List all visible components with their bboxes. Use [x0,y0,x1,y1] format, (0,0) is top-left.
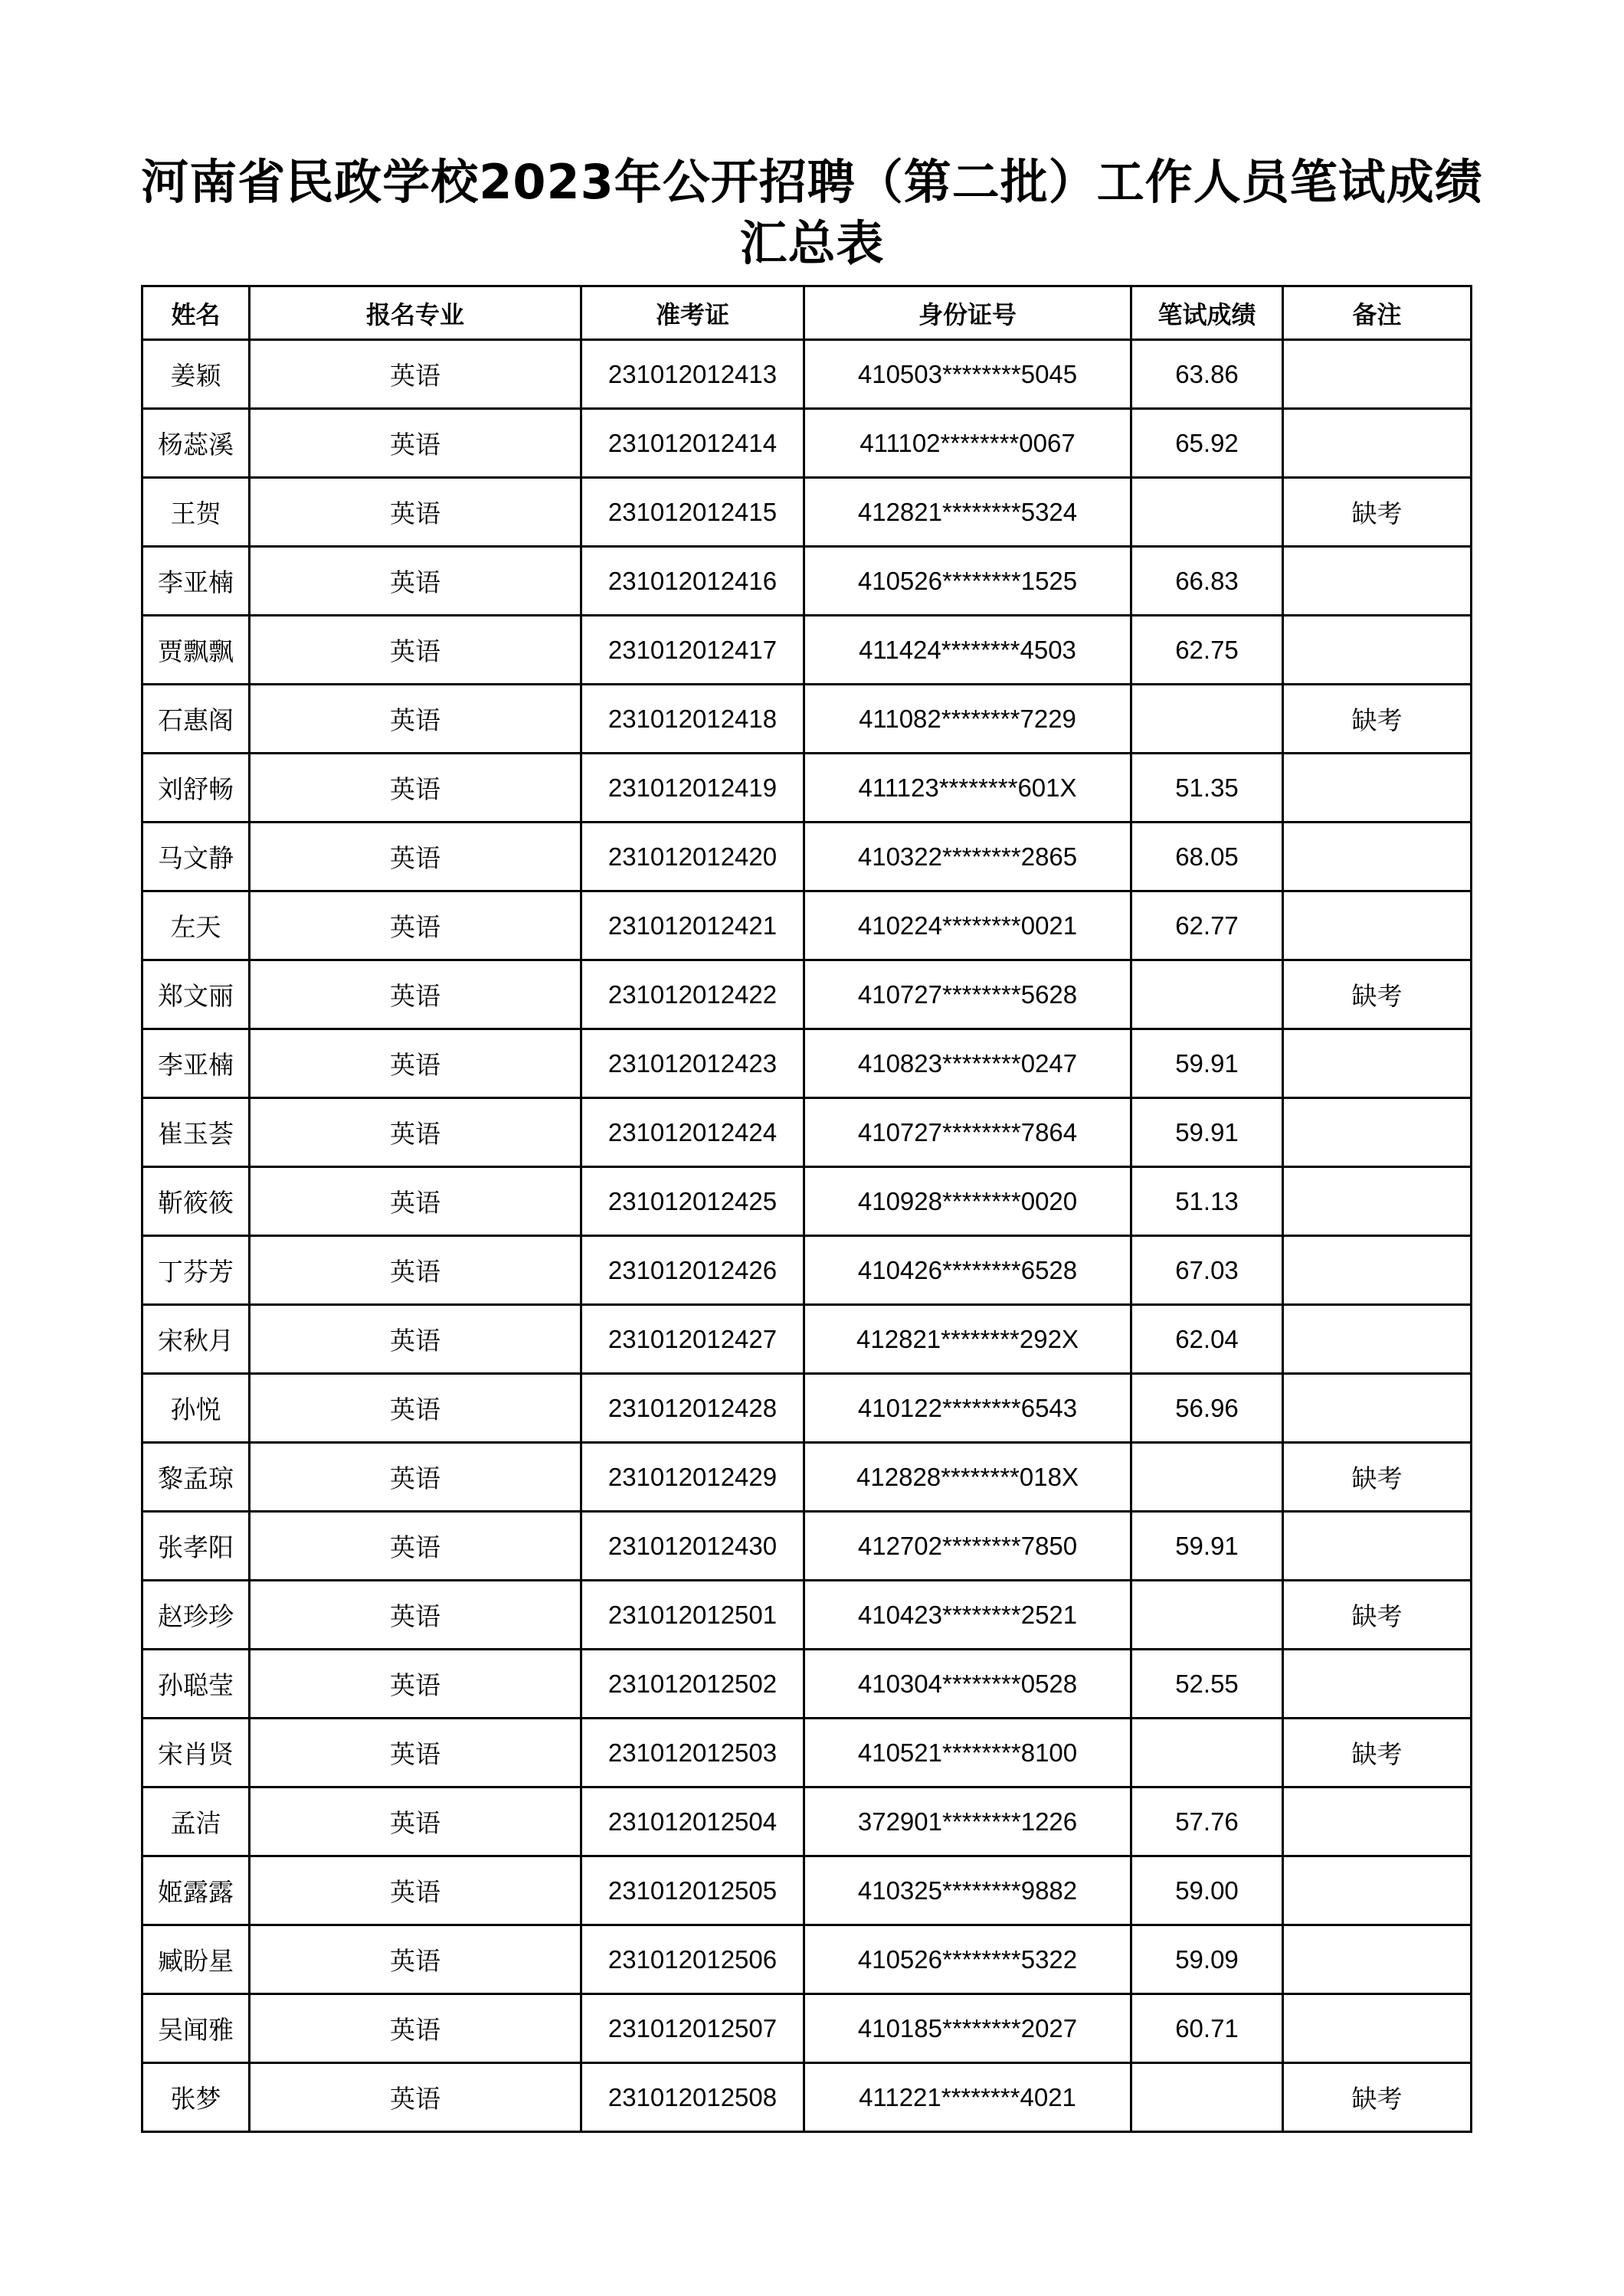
cell-id-number: 410122********6543 [804,1374,1131,1443]
cell-id-number: 410928********0020 [804,1167,1131,1236]
table-body [142,340,1472,2132]
cell-id-number: 412821********5324 [804,478,1131,547]
table-row [142,823,1472,891]
cell-id-number: 412828********018X [804,1443,1131,1512]
table-row [142,409,1472,478]
cell-major: 英语 [250,1994,581,2063]
cell-ticket: 231012012413 [581,340,804,409]
cell-major: 英语 [250,1305,581,1374]
cell-name: 孟洁 [142,1787,250,1856]
cell-score: 52.55 [1131,1650,1283,1719]
cell-major: 英语 [250,1443,581,1512]
cell-score: 59.91 [1131,1029,1283,1098]
cell-remark: 缺考 [1283,1581,1472,1650]
cell-score [1131,1581,1283,1650]
cell-ticket: 231012012420 [581,823,804,891]
cell-id-number: 410322********2865 [804,823,1131,891]
cell-score [1131,960,1283,1029]
cell-ticket: 231012012503 [581,1719,804,1787]
cell-name: 李亚楠 [142,547,250,616]
cell-name: 张孝阳 [142,1512,250,1581]
document-title-line2: 汇总表 [739,215,885,271]
cell-major: 英语 [250,409,581,478]
cell-id-number: 411102********0067 [804,409,1131,478]
cell-remark [1283,1374,1472,1443]
cell-remark [1283,1925,1472,1994]
cell-score [1131,1443,1283,1512]
cell-remark: 缺考 [1283,1443,1472,1512]
cell-ticket: 231012012428 [581,1374,804,1443]
cell-ticket: 231012012430 [581,1512,804,1581]
cell-remark [1283,1994,1472,2063]
table-row [142,340,1472,409]
cell-ticket: 231012012415 [581,478,804,547]
cell-score [1131,478,1283,547]
cell-remark [1283,823,1472,891]
cell-ticket: 231012012414 [581,409,804,478]
cell-major: 英语 [250,1719,581,1787]
table-row [142,960,1472,1029]
score-table [141,285,1472,2133]
cell-name: 左天 [142,891,250,960]
cell-score: 68.05 [1131,823,1283,891]
cell-remark [1283,1856,1472,1925]
cell-name: 丁芬芳 [142,1236,250,1305]
cell-name: 王贺 [142,478,250,547]
cell-major: 英语 [250,340,581,409]
cell-score: 57.76 [1131,1787,1283,1856]
cell-major: 英语 [250,1650,581,1719]
cell-remark [1283,1236,1472,1305]
cell-score: 51.35 [1131,754,1283,823]
cell-id-number: 412821********292X [804,1305,1131,1374]
table-row [142,1167,1472,1236]
cell-major: 英语 [250,891,581,960]
cell-major: 英语 [250,1581,581,1650]
cell-remark: 缺考 [1283,960,1472,1029]
cell-id-number: 410185********2027 [804,1994,1131,2063]
cell-name: 崔玉荟 [142,1098,250,1167]
cell-id-number: 410224********0021 [804,891,1131,960]
cell-major: 英语 [250,547,581,616]
table-row [142,1787,1472,1856]
cell-score: 62.77 [1131,891,1283,960]
cell-name: 靳筱筱 [142,1167,250,1236]
cell-remark [1283,1650,1472,1719]
cell-ticket: 231012012429 [581,1443,804,1512]
cell-name: 宋肖贤 [142,1719,250,1787]
cell-score: 59.91 [1131,1512,1283,1581]
cell-ticket: 231012012506 [581,1925,804,1994]
cell-name: 李亚楠 [142,1029,250,1098]
cell-score [1131,685,1283,754]
header-score: 笔试成绩 [1131,286,1283,340]
cell-remark [1283,1512,1472,1581]
cell-major: 英语 [250,1029,581,1098]
cell-major: 英语 [250,1374,581,1443]
table-row [142,1029,1472,1098]
cell-score: 65.92 [1131,409,1283,478]
header-major: 报名专业 [250,286,581,340]
cell-name: 孙悦 [142,1374,250,1443]
cell-id-number: 410727********5628 [804,960,1131,1029]
table-row [142,685,1472,754]
cell-id-number: 410823********0247 [804,1029,1131,1098]
cell-id-number: 410526********1525 [804,547,1131,616]
cell-score: 67.03 [1131,1236,1283,1305]
header-remark: 备注 [1283,286,1472,340]
cell-score: 63.86 [1131,340,1283,409]
cell-ticket: 231012012419 [581,754,804,823]
cell-name: 郑文丽 [142,960,250,1029]
cell-ticket: 231012012424 [581,1098,804,1167]
cell-score: 59.00 [1131,1856,1283,1925]
cell-major: 英语 [250,685,581,754]
cell-remark [1283,409,1472,478]
cell-ticket: 231012012423 [581,1029,804,1098]
cell-remark: 缺考 [1283,685,1472,754]
cell-major: 英语 [250,1856,581,1925]
table-row [142,1374,1472,1443]
cell-id-number: 410325********9882 [804,1856,1131,1925]
table-row [142,1098,1472,1167]
cell-name: 孙聪莹 [142,1650,250,1719]
cell-name: 杨蕊溪 [142,409,250,478]
cell-major: 英语 [250,2063,581,2132]
cell-score: 60.71 [1131,1994,1283,2063]
cell-name: 姬露露 [142,1856,250,1925]
cell-ticket: 231012012421 [581,891,804,960]
cell-id-number: 372901********1226 [804,1787,1131,1856]
cell-id-number: 410304********0528 [804,1650,1131,1719]
cell-ticket: 231012012508 [581,2063,804,2132]
cell-id-number: 411082********7229 [804,685,1131,754]
document-title: 河南省民政学校2023年公开招聘（第二批）工作人员笔试成绩 [141,154,1483,210]
cell-id-number: 410727********7864 [804,1098,1131,1167]
cell-ticket: 231012012416 [581,547,804,616]
table-row [142,1305,1472,1374]
header-row [142,286,1472,340]
cell-major: 英语 [250,1167,581,1236]
cell-id-number: 410426********6528 [804,1236,1131,1305]
cell-score: 62.04 [1131,1305,1283,1374]
cell-major: 英语 [250,1925,581,1994]
cell-name: 姜颖 [142,340,250,409]
cell-id-number: 410503********5045 [804,340,1131,409]
cell-remark: 缺考 [1283,1719,1472,1787]
cell-ticket: 231012012422 [581,960,804,1029]
table-row [142,616,1472,685]
cell-remark [1283,754,1472,823]
cell-name: 黎孟琼 [142,1443,250,1512]
cell-remark [1283,1098,1472,1167]
cell-ticket: 231012012418 [581,685,804,754]
cell-score: 59.91 [1131,1098,1283,1167]
cell-id-number: 410521********8100 [804,1719,1131,1787]
cell-id-number: 410423********2521 [804,1581,1131,1650]
cell-ticket: 231012012502 [581,1650,804,1719]
cell-id-number: 411221********4021 [804,2063,1131,2132]
cell-remark [1283,1167,1472,1236]
header-id-number: 身份证号 [804,286,1131,340]
cell-ticket: 231012012427 [581,1305,804,1374]
cell-remark [1283,1787,1472,1856]
table-row [142,1443,1472,1512]
table-row [142,1236,1472,1305]
cell-remark: 缺考 [1283,478,1472,547]
table-row [142,1512,1472,1581]
cell-major: 英语 [250,823,581,891]
table-row [142,2063,1472,2132]
table-row [142,891,1472,960]
cell-name: 臧盼星 [142,1925,250,1994]
cell-score: 51.13 [1131,1167,1283,1236]
table-row [142,478,1472,547]
cell-major: 英语 [250,1787,581,1856]
cell-score [1131,1719,1283,1787]
table-row [142,547,1472,616]
cell-name: 石惠阁 [142,685,250,754]
table-row [142,1856,1472,1925]
cell-remark [1283,340,1472,409]
cell-major: 英语 [250,960,581,1029]
cell-major: 英语 [250,1512,581,1581]
table-row [142,1925,1472,1994]
cell-score: 62.75 [1131,616,1283,685]
cell-ticket: 231012012417 [581,616,804,685]
cell-id-number: 411123********601X [804,754,1131,823]
cell-ticket: 231012012425 [581,1167,804,1236]
cell-id-number: 412702********7850 [804,1512,1131,1581]
cell-major: 英语 [250,1098,581,1167]
cell-ticket: 231012012426 [581,1236,804,1305]
cell-ticket: 231012012501 [581,1581,804,1650]
cell-name: 马文静 [142,823,250,891]
cell-name: 宋秋月 [142,1305,250,1374]
cell-id-number: 411424********4503 [804,616,1131,685]
cell-name: 刘舒畅 [142,754,250,823]
cell-name: 吴闻雅 [142,1994,250,2063]
cell-remark [1283,1305,1472,1374]
cell-remark [1283,616,1472,685]
table-row [142,1650,1472,1719]
table-row [142,1994,1472,2063]
cell-remark [1283,891,1472,960]
cell-major: 英语 [250,754,581,823]
cell-ticket: 231012012504 [581,1787,804,1856]
cell-name: 赵珍珍 [142,1581,250,1650]
header-ticket: 准考证 [581,286,804,340]
cell-remark: 缺考 [1283,2063,1472,2132]
cell-score: 59.09 [1131,1925,1283,1994]
cell-remark [1283,1029,1472,1098]
cell-major: 英语 [250,1236,581,1305]
cell-name: 张梦 [142,2063,250,2132]
cell-major: 英语 [250,616,581,685]
cell-score [1131,2063,1283,2132]
cell-remark [1283,547,1472,616]
cell-score: 56.96 [1131,1374,1283,1443]
table-row [142,1581,1472,1650]
table-row [142,754,1472,823]
cell-major: 英语 [250,478,581,547]
cell-ticket: 231012012505 [581,1856,804,1925]
header-name: 姓名 [142,286,250,340]
cell-id-number: 410526********5322 [804,1925,1131,1994]
table-row [142,1719,1472,1787]
cell-name: 贾飘飘 [142,616,250,685]
cell-score: 66.83 [1131,547,1283,616]
cell-ticket: 231012012507 [581,1994,804,2063]
